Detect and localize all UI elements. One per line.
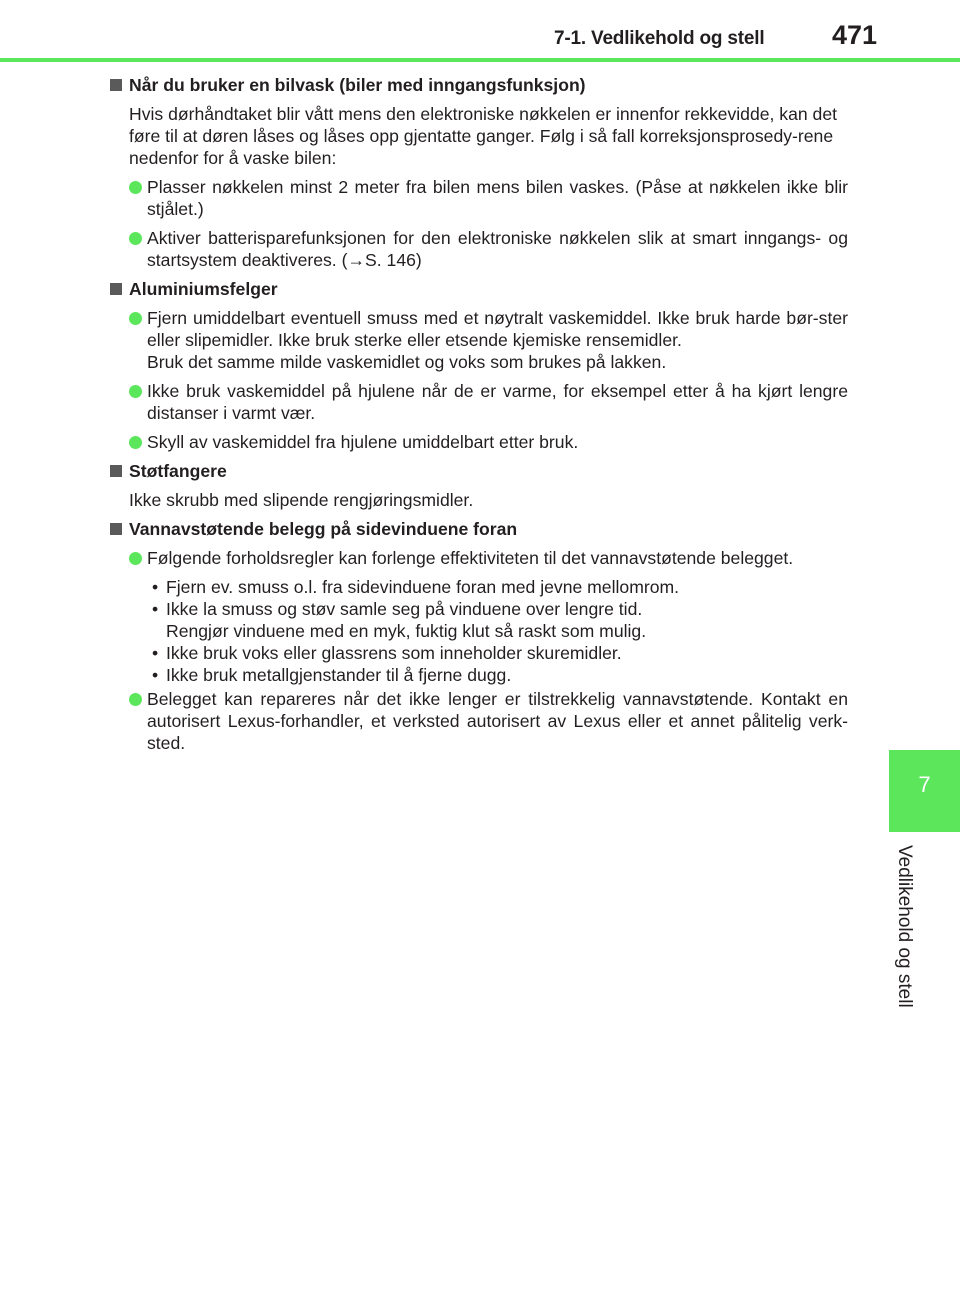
bullet-dot-icon — [129, 385, 142, 398]
page-content — [108, 74, 848, 761]
chapter-tab — [889, 750, 960, 832]
sub-list-item: • Ikke la smuss og støv samle seg på vinduene over lengre tid. Rengjør vinduene med en myk, fuktig klut så raskt som mulig. — [152, 599, 647, 641]
list-item: Fjern umiddelbart eventuell smuss med et nøytralt vaskemiddel. Ikke bruk harde bør-ster eller slipemidler. Ikke bruk sterke eller etsende kjemiske rensemidler. Bruk det samme milde vaskemidlet og voks som brukes på lakken. — [108, 307, 848, 373]
square-bullet-icon — [110, 283, 122, 295]
header-divider — [0, 58, 960, 62]
page-number: 471 — [832, 20, 878, 50]
sub-list-item: • Fjern ev. smuss o.l. fra sidevinduene foran med jevne mellomrom. — [152, 577, 680, 597]
bullet-dot-icon — [129, 693, 142, 706]
list-item: Aktiver batterisparefunksjonen for den elektroniske nøkkelen slik at smart inngangs- og startsystem deaktiveres. (→S. 146) — [108, 227, 848, 271]
list-item: Ikke bruk vaskemiddel på hjulene når de er varme, for eksempel etter å ha kjørt lengre distanser i varmt vær. — [108, 380, 848, 424]
sub-list — [108, 576, 848, 686]
list-item: Skyll av vaskemiddel fra hjulene umiddelbart etter bruk. — [108, 431, 848, 453]
chapter-label: Vedlikehold og stell — [894, 845, 915, 1008]
bullet-dot-icon — [129, 232, 142, 245]
bullet-dot-icon — [129, 436, 142, 449]
section-heading: Når du bruker en bilvask (biler med inngangsfunksjon) — [108, 74, 848, 96]
section-heading: Vannavstøtende belegg på sidevinduene foran — [108, 518, 848, 540]
chapter-number: 7 — [918, 772, 931, 797]
sub-list-item: • Ikke bruk voks eller glassrens som inneholder skuremidler. — [152, 643, 622, 663]
bullet-dot-icon — [129, 312, 142, 325]
sub-bullet-mark: • — [152, 665, 159, 685]
square-bullet-icon — [110, 465, 122, 477]
section-paragraph: Hvis dørhåndtaket blir vått mens den elektroniske nøkkelen er innenfor rekkevidde, kan det føre til at døren låses og låses opp gjentatte ganger. Følg i så fall korreksjonsprosedy-rene nedenfor for å vaske bilen: — [129, 104, 838, 168]
list-item: Belegget kan repareres når det ikke lenger er tilstrekkelig vannavstøtende. Kontakt en autorisert Lexus-forhandler, et verksted autorisert av Lexus eller et annet pålitelig verk-sted. — [108, 688, 848, 754]
sub-bullet-mark: • — [152, 643, 159, 663]
list-item: Følgende forholdsregler kan forlenge effektiviteten til det vannavstøtende belegget. — [108, 547, 848, 569]
running-header-section: 7-1. Vedlikehold og stell — [554, 28, 765, 49]
square-bullet-icon — [110, 523, 122, 535]
bullet-dot-icon — [129, 552, 142, 565]
section-heading: Støtfangere — [108, 460, 848, 482]
section-heading: Aluminiumsfelger — [108, 278, 848, 300]
sub-bullet-mark: • — [152, 599, 159, 619]
section-paragraph: Ikke skrubb med slipende rengjøringsmidler. — [129, 490, 474, 510]
bullet-dot-icon — [129, 181, 142, 194]
sub-list-item: • Ikke bruk metallgjenstander til å fjerne dugg. — [152, 665, 512, 685]
sub-bullet-mark: • — [152, 577, 159, 597]
list-item: Plasser nøkkelen minst 2 meter fra bilen mens bilen vaskes. (Påse at nøkkelen ikke blir stjålet.) — [108, 176, 848, 220]
square-bullet-icon — [110, 79, 122, 91]
